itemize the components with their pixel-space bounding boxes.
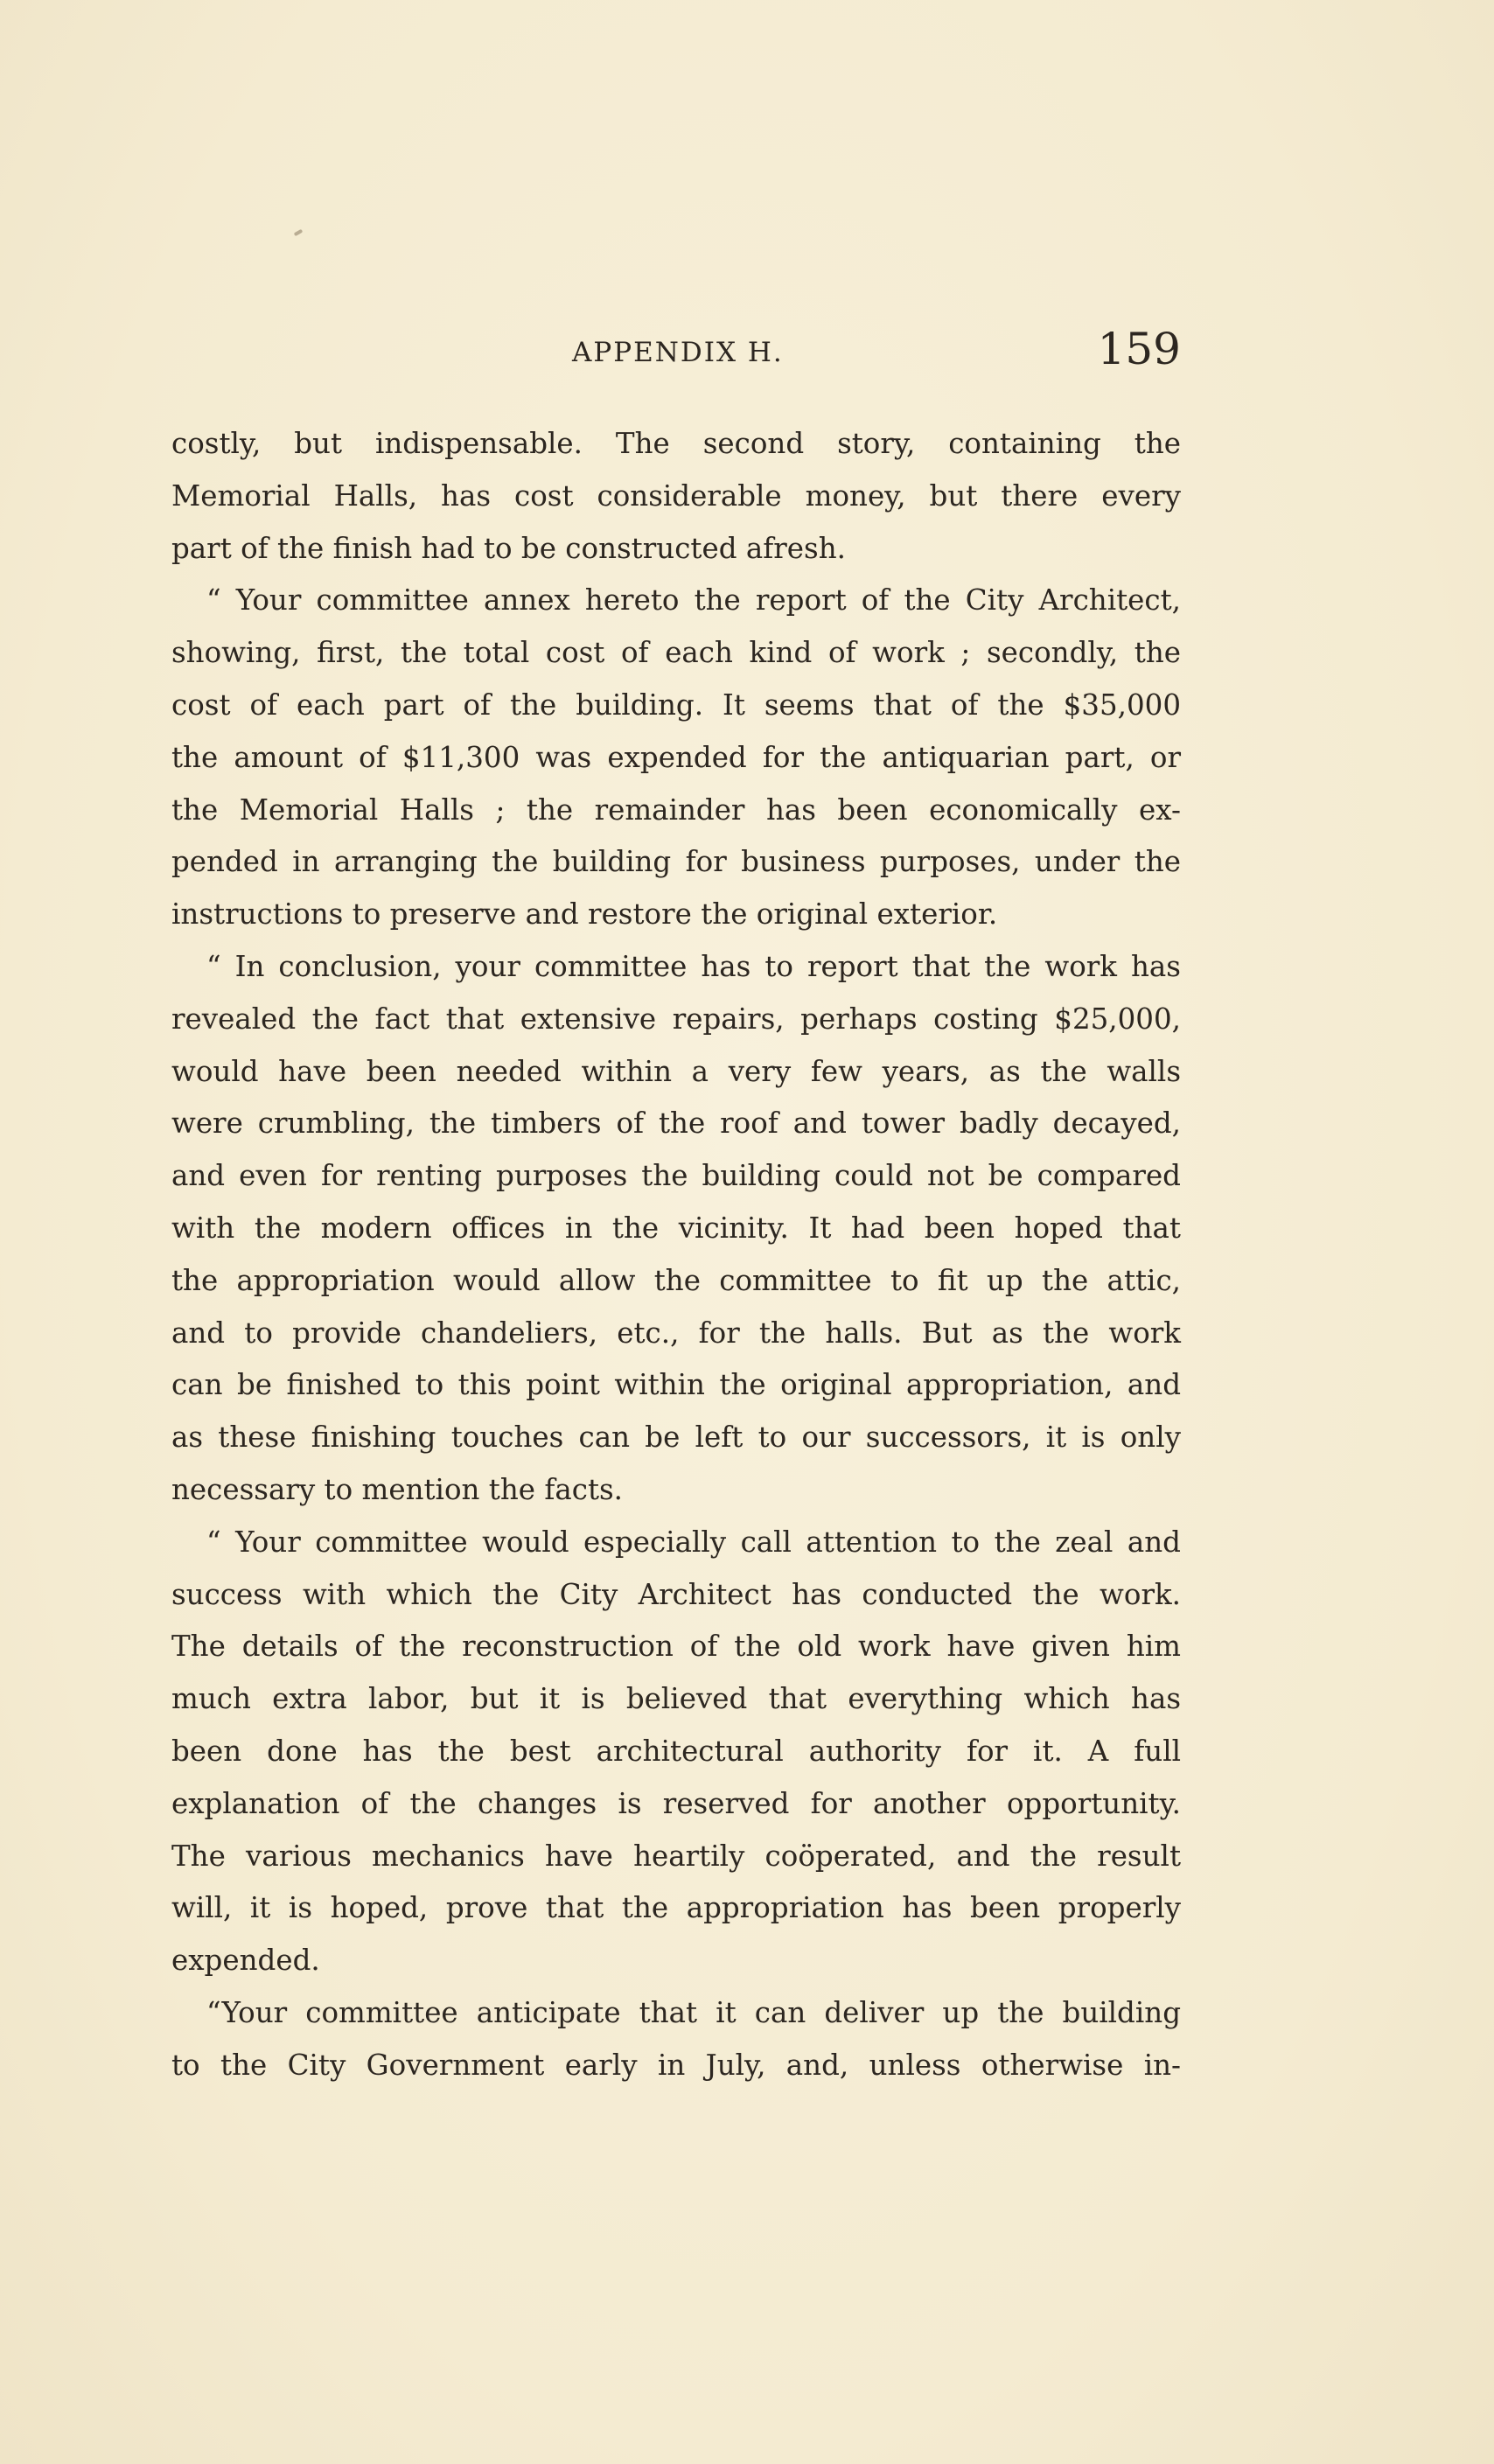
paper-speck bbox=[294, 229, 304, 236]
page-number: 159 bbox=[1097, 324, 1181, 374]
text-line: part of the finish had to be constructed afresh. bbox=[171, 531, 846, 565]
text-line: showing, first, the total cost of each kind of work ; secondly, the bbox=[171, 636, 1181, 670]
text-line: “ Your committee annex hereto the report of the City Architect, bbox=[206, 583, 1181, 618]
body-text bbox=[171, 418, 1181, 2092]
running-head: APPENDIX H. bbox=[572, 337, 784, 368]
text-line: pended in arranging the building for business purposes, under the bbox=[171, 845, 1181, 879]
text-line: The details of the reconstruction of the old work have given him bbox=[171, 1630, 1181, 1664]
text-line: costly, but indispensable. The second story, containing the bbox=[171, 427, 1181, 460]
text-line: “ In conclusion, your committee has to report that the work has bbox=[206, 949, 1181, 983]
text-line: would have been needed within a very few years, as the walls bbox=[171, 1054, 1181, 1088]
text-line: the Memorial Halls ; the remainder has been economically ex- bbox=[171, 792, 1181, 827]
text-line: and even for renting purposes the building could not be compared bbox=[171, 1159, 1181, 1193]
text-line: necessary to mention the facts. bbox=[171, 1472, 624, 1506]
text-line: as these finishing touches can be left to our successors, it is only bbox=[171, 1420, 1181, 1455]
text-line: Memorial Halls, has cost considerable money, but there every bbox=[171, 478, 1181, 513]
text-line: “Your committee anticipate that it can deliver up the building bbox=[206, 1995, 1181, 2029]
text-line: explanation of the changes is reserved for another opportunity. bbox=[171, 1786, 1181, 1820]
text-line: instructions to preserve and restore the original exterior. bbox=[171, 897, 998, 932]
text-line: expended. bbox=[171, 1944, 320, 1978]
page-header bbox=[171, 324, 1181, 385]
text-line: the appropriation would allow the committee to fit up the attic, bbox=[171, 1263, 1181, 1297]
text-line: to the City Government early in July, and, unless otherwise in- bbox=[171, 2048, 1181, 2082]
text-line: and to provide chandeliers, etc., for the halls. But as the work bbox=[171, 1316, 1181, 1350]
text-line: much extra labor, but it is believed that everything which has bbox=[171, 1682, 1181, 1716]
text-line: success with which the City Architect has conducted the work. bbox=[171, 1577, 1181, 1611]
text-line: with the modern offices in the vicinity. It had been hoped that bbox=[171, 1211, 1181, 1245]
text-line: the amount of $11,300 was expended for the antiquarian part, or bbox=[171, 740, 1181, 774]
text-line: will, it is hoped, prove that the appropriation has been properly bbox=[171, 1891, 1181, 1925]
text-line: cost of each part of the building. It seems that of the $35,000 bbox=[171, 688, 1181, 722]
text-line: “ Your committee would especially call attention to the zeal and bbox=[206, 1525, 1181, 1559]
text-line: were crumbling, the timbers of the roof and tower badly decayed, bbox=[171, 1106, 1181, 1141]
text-line: been done has the best architectural authority for it. A full bbox=[171, 1734, 1181, 1768]
text-line: can be finished to this point within the original appropriation, and bbox=[171, 1368, 1181, 1402]
text-line: The various mechanics have heartily coöperated, and the result bbox=[171, 1839, 1181, 1873]
text-line: revealed the fact that extensive repairs, perhaps costing $25,000, bbox=[171, 1002, 1181, 1036]
